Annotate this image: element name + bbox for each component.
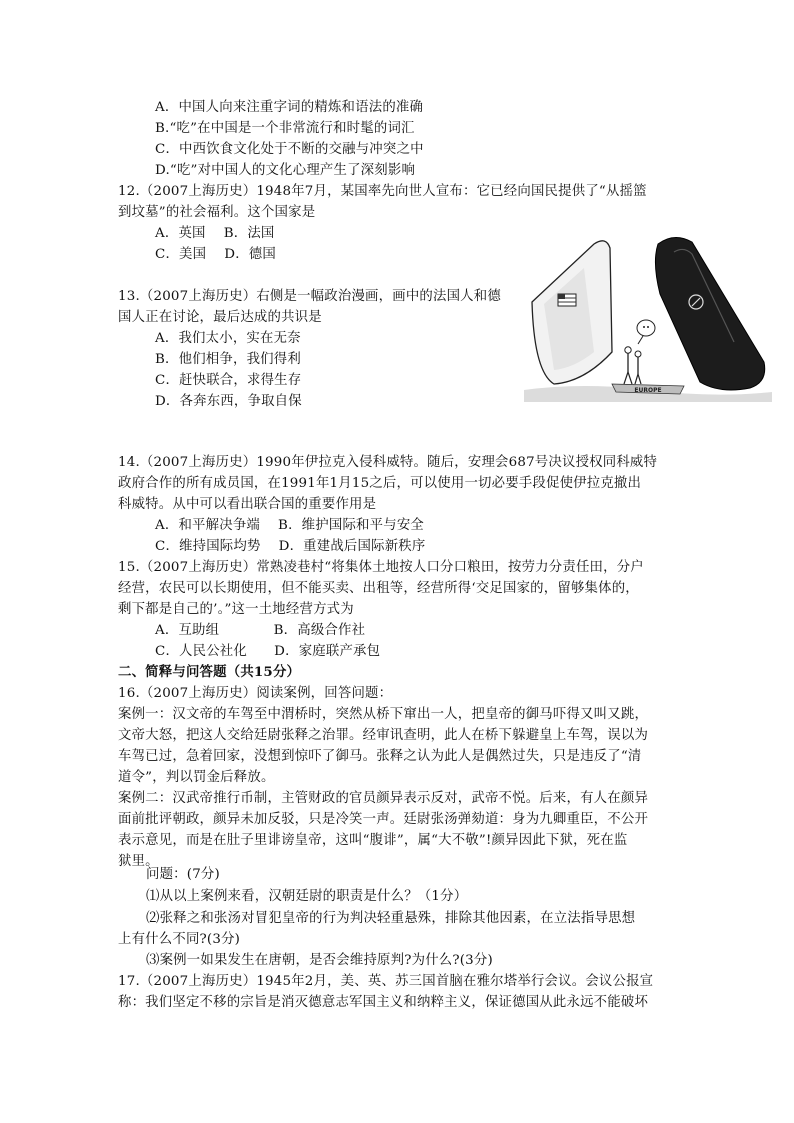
q11-option-c: C．中西饮食文化处于不断的交融与冲突之中 xyxy=(155,142,424,157)
q13-stem-line2: 国人正在讨论，最后达成的共识是 xyxy=(118,310,322,325)
q14-options-row1: A．和平解决争端 B．维护国际和平与安全 xyxy=(155,518,424,533)
q16-questions-title: 问题：(7分) xyxy=(146,867,220,882)
q16-case1-line4: 道令”，判以罚金后释放。 xyxy=(118,770,275,785)
french-and-german-figures xyxy=(624,320,655,384)
q13-option-b: B．他们相争，我们得利 xyxy=(155,352,301,367)
q15-stem-line3: 剩下都是自己的’。”这一土地经营方式为 xyxy=(118,602,354,617)
q13-option-a: A．我们太小，实在无奈 xyxy=(155,331,301,346)
q15-stem-line1: 15.（2007上海历史）常熟凌巷村“将集体土地按人口分口粮田，按劳力分责任田，分户 xyxy=(118,560,644,575)
cartoon-base-label: EUROPE xyxy=(634,387,662,394)
section-2-title: 二、简释与问答题（共15分） xyxy=(118,664,301,680)
q16-case1-line3: 车驾已过，急着回家，没想到惊吓了御马。张释之认为此人是偶然过失，只是违反了“清 xyxy=(118,749,642,764)
q14-stem-line1: 14.（2007上海历史）1990年伊拉克入侵科威特。随后，安理会687号决议授权同科威特 xyxy=(118,455,658,470)
q16-question-1: ⑴从以上案例来看，汉朝廷尉的职责是什么？（1分） xyxy=(146,889,468,904)
q11-option-a: A．中国人向来注重字词的精炼和语法的准确 xyxy=(155,100,424,115)
q13-stem-line1: 13.（2007上海历史）右侧是一幅政治漫画，画中的法国人和德 xyxy=(118,289,501,304)
q15-options-row2: C．人民公社化 D．家庭联产承包 xyxy=(155,644,381,659)
q14-options-row2: C．维持国际均势 D．重建战后国际新秩序 xyxy=(155,539,426,554)
q16-question-3: ⑶案例一如果发生在唐朝，是否会维持原判?为什么?(3分) xyxy=(146,953,493,968)
q16-case2-line4: 狱里。 xyxy=(118,854,159,869)
q11-option-b: B.“吃”在中国是一个非常流行和时髦的词汇 xyxy=(155,121,415,136)
q16-case2-line3: 表示意见，而是在肚子里诽谤皇帝，这叫“腹诽”，属“大不敬”!颜异因此下狱，死在监 xyxy=(118,833,628,848)
q12-options-row2: C．美国 D．德国 xyxy=(155,247,276,262)
q16-case2-line2: 面前批评朝政，颜异未加反驳，只是冷笑一声。廷尉张汤弹劾道：身为九卿重臣，不公开 xyxy=(118,812,649,827)
q15-stem-line2: 经营，农民可以长期使用，但不能买卖、出租等，经营所得‘交足国家的，留够集体的， xyxy=(118,581,639,596)
q16-stem: 16.（2007上海历史）阅读案例，回答问题： xyxy=(118,686,393,701)
q11-option-d: D.“吃”对中国人的文化心理产生了深刻影响 xyxy=(155,163,416,178)
q16-case2-line1: 案例二：汉武帝推行币制，主管财政的官员颜异表示反对，武帝不悦。后来，有人在颜异 xyxy=(118,791,649,806)
q12-stem-line1: 12.（2007上海历史）1948年7月，某国率先向世人宣布：它已经向国民提供了“从摇篮 xyxy=(118,184,647,199)
q16-question-2-line2: 上有什么不同?(3分) xyxy=(118,932,241,947)
q16-question-2-line1: ⑵张释之和张汤对冒犯皇帝的行为判决轻重悬殊，排除其他因素，在立法指导思想 xyxy=(146,911,636,926)
q12-options-row1: A．英国 B．法国 xyxy=(155,226,275,241)
q12-stem-line2: 到坟墓”的社会福利。这个国家是 xyxy=(118,205,316,220)
q13-option-d: D．各奔东西，争取自保 xyxy=(155,394,302,409)
us-missile-drawing xyxy=(532,241,612,384)
q13-option-c: C．赶快联合，求得生存 xyxy=(155,373,302,388)
soviet-missile-drawing xyxy=(655,237,764,390)
q15-options-row1: A．互助组 B．高级合作社 xyxy=(155,623,366,638)
q14-stem-line2: 政府合作的所有成员国，在1991年1月15之后，可以使用一切必要手段促使伊拉克撤出 xyxy=(118,476,642,491)
political-cartoon-image xyxy=(524,232,772,402)
q17-stem-line1: 17.（2007上海历史）1945年2月，美、英、苏三国首脑在雅尔塔举行会议。会议公报宣 xyxy=(118,974,654,989)
q14-stem-line3: 科威特。从中可以看出联合国的重要作用是 xyxy=(118,497,377,512)
q17-stem-line2: 称：我们坚定不移的宗旨是消灭德意志军国主义和纳粹主义，保证德国从此永远不能破坏 xyxy=(118,995,649,1010)
q16-case1-line1: 案例一：汉文帝的车驾至中渭桥时，突然从桥下窜出一人，把皇帝的御马吓得又叫又跳， xyxy=(118,707,649,722)
q16-case1-line2: 文帝大怒，把这人交给廷尉张释之治罪。经审讯查明，此人在桥下躲避皇上车驾，误以为 xyxy=(118,728,649,743)
